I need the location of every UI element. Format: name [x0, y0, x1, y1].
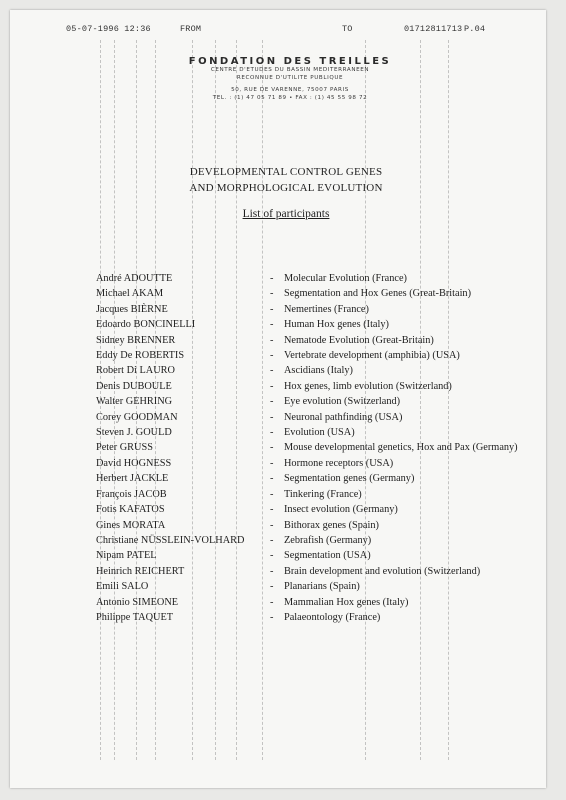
participant-row: [96, 579, 526, 594]
title-line-2: AND MORPHOLOGICAL EVOLUTION: [189, 182, 383, 194]
document-page: [10, 10, 546, 788]
participant-name: Denis DUBOULE: [96, 380, 172, 392]
participant-name: Gines MORATA: [96, 519, 166, 531]
participant-row: [96, 379, 526, 394]
participant-name: Nipam PATEL: [96, 550, 157, 562]
participant-name: André ADOUTTE: [96, 273, 173, 284]
participant-name: Christiane NÜSSLEIN-VOLHARD: [96, 534, 245, 546]
participant-row: [96, 302, 526, 317]
participant-name: Philippe TAQUET: [96, 611, 174, 623]
separator-dash: -: [270, 488, 274, 500]
letterhead-line2: RECONNUE D'UTILITE PUBLIQUE: [236, 74, 344, 81]
participant-name: David HOGNESS: [96, 457, 172, 469]
participant-name: Michael AKAM: [96, 288, 164, 300]
participant-name: Robert Di LAURO: [96, 365, 175, 377]
participant-name: Emili SALO: [96, 581, 149, 593]
fax-from-label: FROM: [180, 24, 202, 34]
participant-row: [96, 317, 526, 332]
participant-topic: Human Hox genes (Italy): [284, 319, 389, 331]
separator-dash: -: [270, 565, 274, 577]
separator-dash: -: [270, 519, 274, 531]
participant-topic: Ascidians (Italy): [284, 365, 353, 377]
participant-name: Corey GOODMAN: [96, 411, 178, 423]
participant-topic: Eye evolution (Switzerland): [284, 396, 401, 408]
participant-topic: Nematode Evolution (Great-Britain): [284, 334, 434, 346]
participant-topic: Nemertines (France): [284, 303, 369, 315]
participant-row: [96, 502, 526, 517]
participant-topic: Palaeontology (France): [284, 611, 381, 623]
letterhead-name: FONDATION DES TREILLES: [188, 56, 392, 67]
separator-dash: -: [270, 350, 274, 362]
participant-topic: Segmentation and Hox Genes (Great-Britain): [284, 288, 472, 300]
participant-row: [96, 548, 526, 563]
participant-topic: Bithorax genes (Spain): [284, 519, 379, 531]
participant-topic: Segmentation (USA): [284, 550, 371, 562]
separator-dash: -: [270, 411, 274, 423]
separator-dash: -: [270, 550, 274, 562]
title-line-1: DEVELOPMENTAL CONTROL GENES: [189, 166, 383, 178]
participant-list: [96, 271, 526, 625]
fax-date-time: 05-07-1996 12:36: [66, 24, 151, 34]
separator-dash: -: [270, 273, 274, 284]
participant-row: [96, 518, 526, 533]
separator-dash: -: [270, 288, 274, 300]
separator-dash: -: [270, 457, 274, 469]
participant-topic: Insect evolution (Germany): [284, 504, 398, 516]
participant-row: [96, 471, 526, 486]
participant-topic: Zebrafish (Germany): [284, 534, 372, 546]
participant-row: [96, 564, 526, 579]
participant-topic: Vertebrate development (amphibia) (USA): [284, 350, 460, 362]
separator-dash: -: [270, 396, 274, 408]
participant-name: Walter GEHRING: [96, 396, 173, 408]
participant-name: François JACOB: [96, 488, 167, 500]
separator-dash: -: [270, 596, 274, 608]
participant-name: Eddy De ROBERTIS: [96, 350, 185, 362]
participant-row: [96, 333, 526, 348]
participant-row: [96, 271, 526, 286]
participant-row: [96, 410, 526, 425]
participant-name: Edoardo BONCINELLI: [96, 319, 196, 331]
participant-name: Peter GRUSS: [96, 442, 153, 454]
separator-dash: -: [270, 334, 274, 346]
participant-name: Sidney BRENNER: [96, 334, 176, 346]
fax-to-label: TO: [342, 24, 353, 34]
participant-row: [96, 595, 526, 610]
document-title: [156, 164, 416, 196]
participant-topic: Tinkering (France): [284, 488, 362, 500]
separator-dash: -: [270, 319, 274, 331]
participant-row: [96, 363, 526, 378]
participant-topic: Hox genes, limb evolution (Switzerland): [284, 380, 452, 392]
letterhead: [160, 56, 420, 102]
letterhead-phone-fax: TEL. : (1) 47 05 71 89 • FAX : (1) 45 55 98 72: [212, 94, 368, 101]
participant-topic: Neuronal pathfinding (USA): [284, 411, 403, 423]
participant-topic: Mammalian Hox genes (Italy): [284, 596, 409, 608]
letterhead-line1: CENTRE D'ETUDES DU BASSIN MEDITERRANEEN: [210, 67, 370, 73]
participant-name: Steven J. GOULD: [96, 427, 172, 439]
letterhead-address: 50, RUE DE VARENNE, 75007 PARIS: [231, 87, 349, 93]
participant-row: [96, 456, 526, 471]
fax-page-number: P.04: [464, 24, 486, 34]
participant-row: [96, 533, 526, 548]
participant-row: [96, 394, 526, 409]
participant-topic: Planarians (Spain): [284, 581, 360, 593]
separator-dash: -: [270, 427, 274, 439]
participant-topic: Segmentation genes (Germany): [284, 473, 415, 485]
participant-topic: Hormone receptors (USA): [284, 457, 394, 469]
participant-row: [96, 610, 526, 625]
participant-topic: Mouse developmental genetics, Hox and Pax (Germany): [284, 442, 518, 454]
fax-number: 01712811713: [404, 24, 463, 34]
separator-dash: -: [270, 442, 274, 454]
separator-dash: -: [270, 534, 274, 546]
participant-row: [96, 425, 526, 440]
participant-topic: Molecular Evolution (France): [284, 273, 407, 284]
participant-name: Antonio SIMEONE: [96, 596, 179, 608]
separator-dash: -: [270, 611, 274, 623]
separator-dash: -: [270, 303, 274, 315]
participant-row: [96, 286, 526, 301]
participant-name: Fotis KAFATOS: [96, 504, 165, 516]
participant-topic: Evolution (USA): [284, 427, 355, 439]
separator-dash: -: [270, 365, 274, 377]
separator-dash: -: [270, 504, 274, 516]
participant-row: [96, 487, 526, 502]
participant-name: Herbert JACKLE: [96, 473, 169, 485]
participant-row: [96, 440, 526, 455]
participant-name: Heinrich REICHERT: [96, 565, 185, 577]
separator-dash: -: [270, 473, 274, 485]
participant-name: Jacques BIÈRNE: [96, 303, 168, 315]
separator-dash: -: [270, 581, 274, 593]
participant-row: [96, 348, 526, 363]
participant-topic: Brain development and evolution (Switzerland): [284, 565, 481, 577]
document-subtitle: List of participants: [242, 208, 330, 220]
separator-dash: -: [270, 380, 274, 392]
